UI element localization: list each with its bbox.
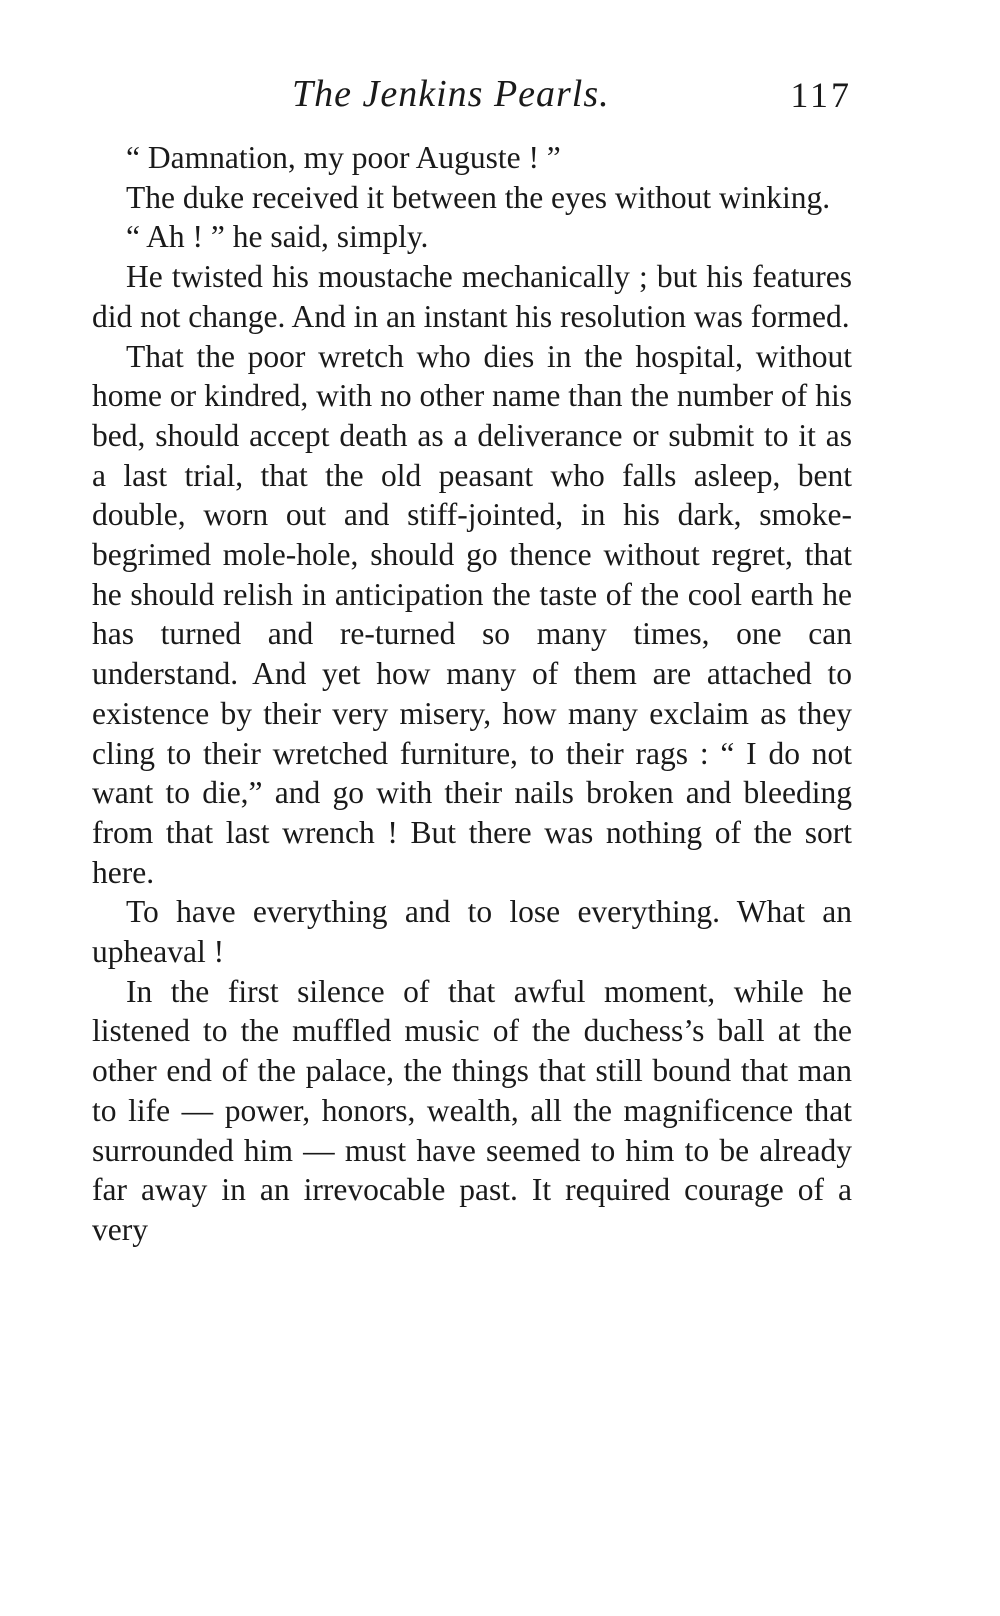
paragraph-damnation: “ Damnation, my poor Auguste ! ” [126, 140, 561, 175]
book-page [92, 72, 852, 1250]
paragraph-ah: “ Ah ! ” he said, simply. [126, 219, 429, 255]
paragraph-upheaval: To have everything and to lose everything. What an upheaval ! [92, 894, 852, 970]
paragraph-duke-received: The duke received it between the eyes without winking. [126, 179, 831, 215]
body-text [92, 138, 852, 1250]
paragraph-moustache: He twisted his moustache mechanically ; but his features did not change. And in an instant his resolution was formed. [92, 259, 852, 334]
running-title: The Jenkins Pearls. [292, 73, 610, 115]
running-head [92, 72, 852, 138]
page-number: 117 [790, 75, 852, 115]
paragraph-poor-wretch: That the poor wretch who dies in the hospital, without home or kindred, with no other name than the number of his bed, should accept death as a deliverance or submit to it as a last trial, that the old peasant who falls asleep, bent double, worn out and stiff-jointed, in his dark, smoke-begrimed mole-hole, should go thence without regret, that he should relish in anticipation the taste of the cool earth he has turned and re-turned so many times, one can understand. And yet how many of them are attached to existence by their very misery, how many exclaim as they cling to their wretched furniture, to their rags : “ I do not want to die,” and go with their nails broken and bleeding from that last wrench ! But there was nothing of the sort here. [92, 338, 852, 890]
paragraph-first-silence: In the first silence of that awful moment, while he listened to the muffled music of the duchess’s ball at the other end of the palace, the things that still bound that man to life — power, honors, wealth, all the magnificence that surrounded him — must have seemed to him to be already far away in an irrevocable past. It required courage of a very [92, 973, 852, 1247]
